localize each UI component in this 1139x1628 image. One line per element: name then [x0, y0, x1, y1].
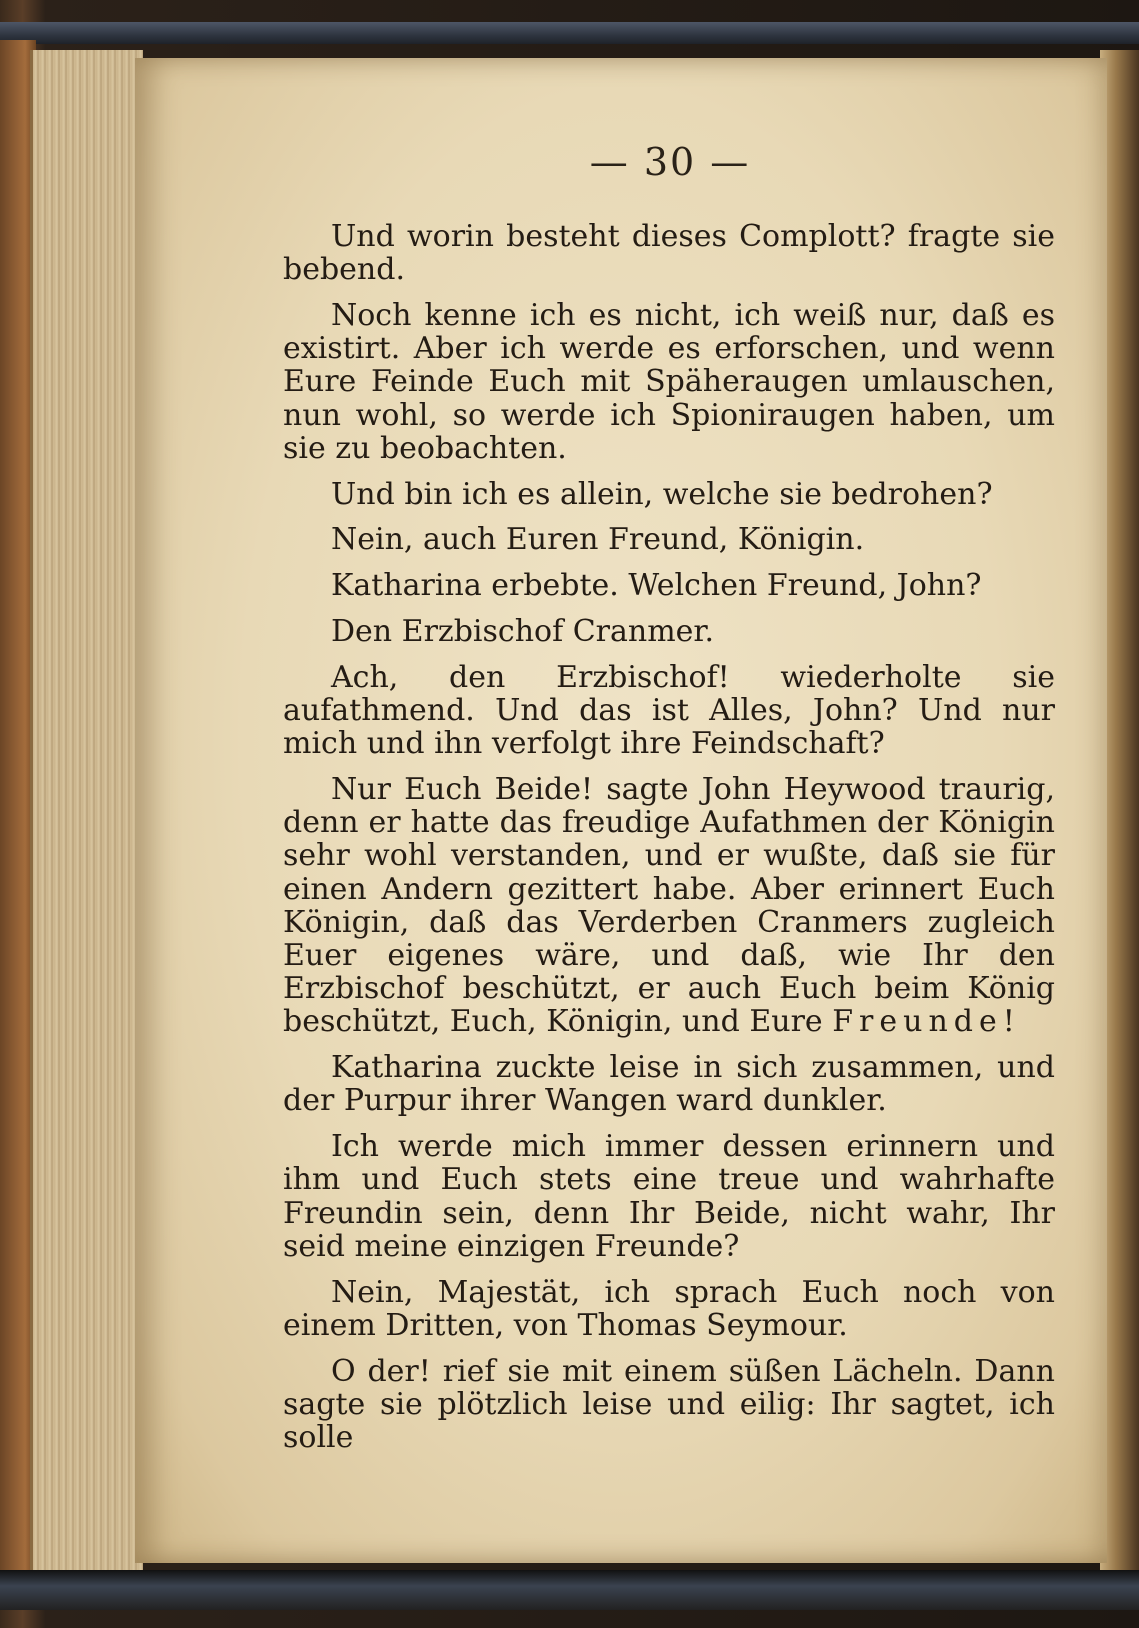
paragraph-3: Und bin ich es allein, welche sie bedrohen?	[331, 476, 993, 512]
paragraph-5: Katharina erbebte. Welchen Freund, John?	[331, 568, 982, 604]
cover-top-edge	[0, 22, 1139, 44]
paragraph-9: Katharina zuckte leise in sich zusammen, und der Purpur ihrer Wangen ward dunkler.	[283, 1050, 1055, 1119]
paragraph-8-text: Nur Euch Beide! sagte John Heywood traurig, denn er hatte das freudige Aufathmen der Königin sehr wohl verstanden, und er wußte, daß sie für einen Andern gezittert habe. Aber erinnert Euch Königin, daß das Verderben Cranmers zugleich Euer eigenes wäre, und daß, wie Ihr den Erzbischof beschützt, er auch Euch beim König beschützt, Euch, Königin, und Eure	[283, 772, 1055, 1040]
page-stack-edge	[30, 50, 143, 1570]
cover-bottom-edge	[0, 1570, 1139, 1610]
paragraph-6: Den Erzbischof Cranmer.	[331, 614, 715, 649]
paragraph-11: Nein, Majestät, ich sprach Euch noch von einem Dritten, von Thomas Seymour.	[283, 1274, 1055, 1343]
paragraph-12: O der! rief sie mit einem süßen Lächeln. Dann sagte sie plötzlich leise und eilig: Ihr sagtet, ich solle	[283, 1353, 1055, 1456]
emphasized-word: Freunde!	[832, 1004, 1021, 1040]
page-body	[283, 220, 1055, 1467]
paragraph-7: Ach, den Erzbischof! wiederholte sie aufathmend. Und das ist Alles, John? Und nur mich und ihn verfolgt ihre Feindschaft?	[283, 659, 1055, 762]
paragraph-2: Noch kenne ich es nicht, ich weiß nur, daß es existirt. Aber ich werde es erforschen, und wenn Eure Feinde Euch mit Späheraugen umlauschen, nun wohl, so werde ich Spioniraugen haben, um sie zu beobachten.	[283, 298, 1055, 466]
paragraph-10: Ich werde mich immer dessen erinnern und ihm und Euch stets eine treue und wahrhafte Freundin sein, denn Ihr Beide, nicht wahr, Ihr seid meine einzigen Freunde?	[283, 1129, 1055, 1264]
paragraph-8	[283, 773, 1055, 1039]
paragraph-1: Und worin besteht dieses Complott? fragte sie bebend.	[283, 219, 1055, 288]
page-number: — 30 —	[589, 140, 751, 184]
paragraph-4: Nein, auch Euren Freund, Königin.	[331, 522, 865, 558]
